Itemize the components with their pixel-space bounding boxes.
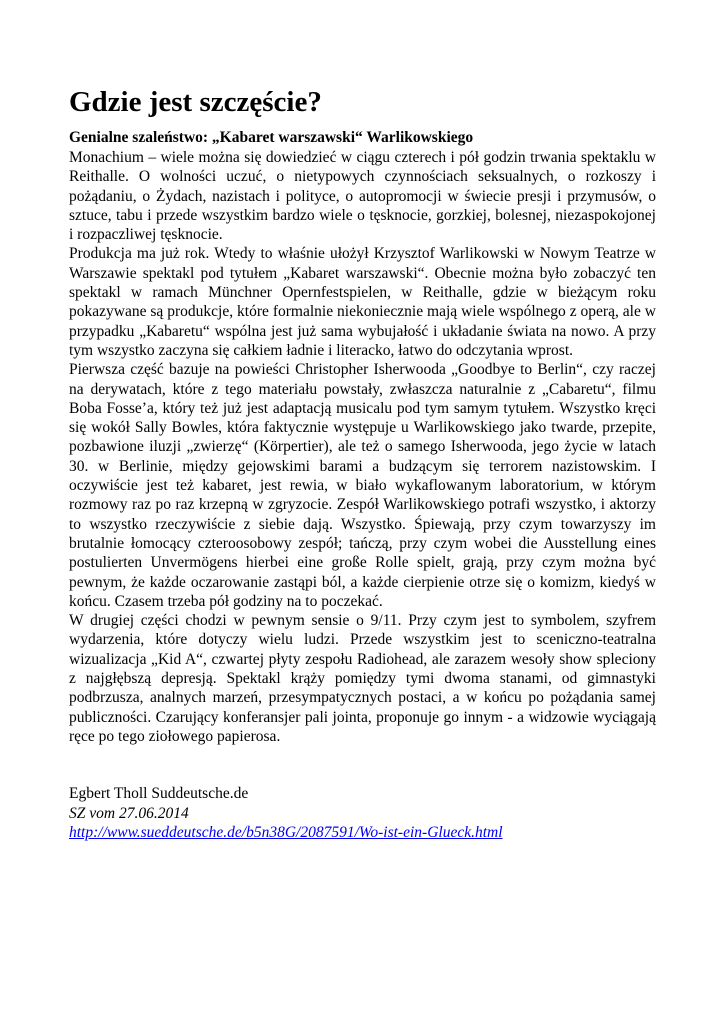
document-page (69, 84, 656, 842)
article-footer (69, 784, 656, 842)
author-line: Egbert Tholl Suddeutsche.de (69, 785, 249, 803)
paragraph-1: Monachium – wiele można się dowiedzieć w ciągu czterech i pół godzin trwania spektaklu w Reithalle. O wolności uczuć, o nietypowych czynnościach seksualnych, o rozkoszy i pożądaniu, o Żydach, nazistach i polityce, o autopromocji w świecie presji i przymusów, o sztuce, tabu i przede wszystkim bardzo wiele o tęsknocie, gorzkiej, bolesnej, niezaspokojonej i rozpaczliwej tęsknocie. (69, 149, 656, 244)
paragraph-3: Pierwsza część bazuje na powieści Christopher Isherwooda „Goodbye to Berlin“, czy raczej na derywatach, które z tego materiału powstały, zwłaszcza naturalnie z „Cabaretu“, filmu Boba Fosse’a, który też już jest adaptacją musicalu pod tym samym tytułem. Wszystko kręci się wokół Sally Bowles, która faktycznie występuje u Warlikowskiego jako twarde, przepite, pozbawione iluzji „zwierzę“ (Körpertier), ale też o samego Isherwooda, jego życie w latach 30. w Berlinie, między gejowskimi barami a budzącym się terrorem nazistowskim. I oczywiście jest też kabaret, jest rewia, w biało wykaflowanym laboratorium, w którym rozmowy raz po raz krzepną w zgryzocie. Zespół Warlikowskiego potrafi wszystko, i aktorzy to wszystko rzeczywiście z siebie dają. Wszystko. Śpiewają, przy czym towarzyszy im brutalnie łomocący czteroosobowy zespół; tańczą, przy czym wobei die Ausstellung eines postulierten Unvermögens hierbei eine große Rolle spielt, grają, przy czym można być pewnym, że każde oczarowanie zastąpi ból, a każde cierpienie otrze się o komizm, kiedyś w końcu. Czasem trzeba pół godziny na to poczekać. (69, 361, 656, 610)
source-link[interactable]: http://www.sueddeutsche.de/b5n38G/2087591/Wo-ist-ein-Glueck.html (69, 823, 503, 841)
paragraph-4: W drugiej części chodzi w pewnym sensie o 9/11. Przy czym jest to symbolem, szyfrem wydarzenia, które dotyczy wielu ludzi. Przede wszystkim jest to sceniczno-teatralna wizualizacja „Kid A“, czwartej płyty zespołu Radiohead, ale zarazem wesoły show spleciony z najgłębszą depresją. Spektakl krąży pomiędzy tymi dwoma stanami, od gimnastyki podbrzusza, analnych marzeń, przesympatycznych postaci, a w końcu po pożądania samej publiczności. Czarujący konferansjer pali jointa, proponuje go innym - a widzowie wyciągają ręce po tego ziołowego papierosa. (69, 612, 656, 745)
paragraph-2: Produkcja ma już rok. Wtedy to właśnie ułożył Krzysztof Warlikowski w Nowym Teatrze w Warszawie spektakl pod tytułem „Kabaret warszawski“. Obecnie można było zobaczyć ten spektakl w ramach Münchner Opernfestspielen, w Reithalle, gdzie w bieżącym roku pokazywane są produkcje, które formalnie niekoniecznie mają wiele wspólnego z operą, ale w przypadku „Kabaretu“ wspólna jest już sama wybujałość i układanie świata na nowo. A przy tym wszystko zaczyna się całkiem ładnie i literacko, łatwo do odczytania wprost. (69, 245, 656, 359)
article-subtitle: Genialne szaleństwo: „Kabaret warszawski“ Warlikowskiego (69, 129, 474, 146)
source-date: SZ vom 27.06.2014 (69, 804, 189, 822)
article-title: Gdzie jest szczęście? (69, 86, 322, 118)
